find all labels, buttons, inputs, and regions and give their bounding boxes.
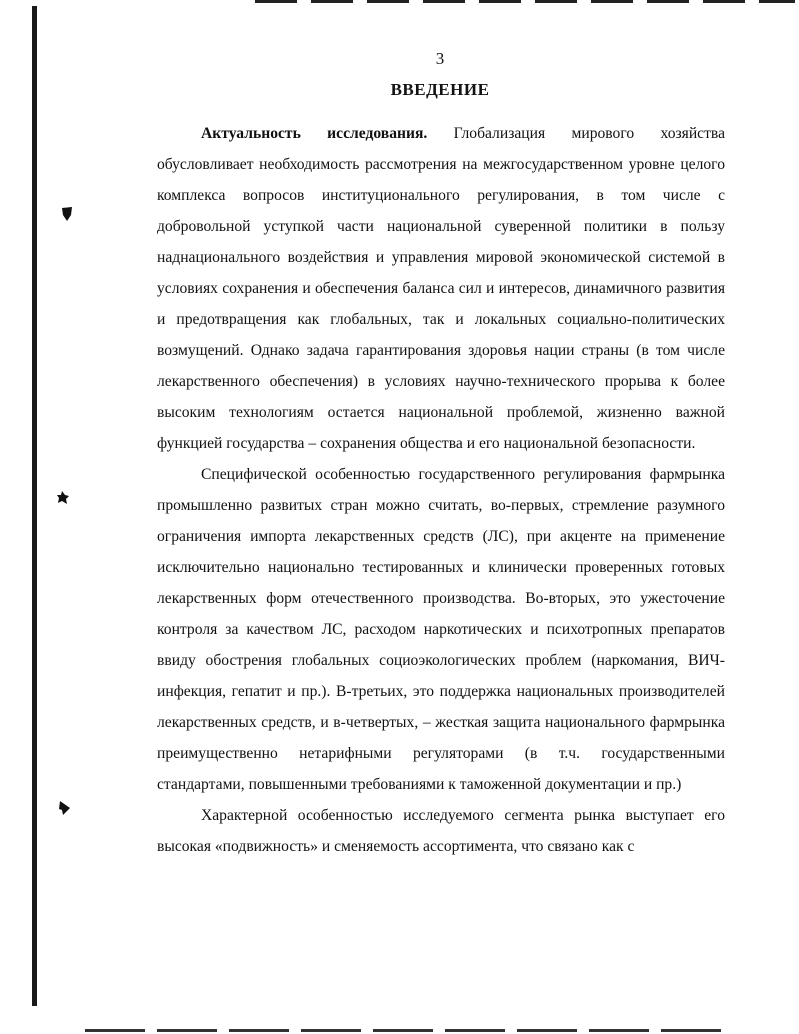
scan-edge-bottom <box>85 1029 725 1032</box>
scan-edge-top <box>255 0 795 3</box>
paragraph-lead: Актуальность исследования. <box>201 125 428 142</box>
paragraph-relevance <box>157 118 725 459</box>
punch-hole-mark-icon <box>58 800 72 816</box>
page-title: ВВЕДЕНИЕ <box>390 80 490 99</box>
paragraph-market: Характерной особенностью исследуемого сегмента рынка выступает его высокая «подвижность» и сменяемость ассортимента, что связано как с <box>157 807 725 855</box>
page-number: 3 <box>435 49 445 68</box>
paragraph-text: Глобализация мирового хозяйства обусловливает необходимость рассмотрения на межгосударственном уровне целого комплекса вопросов институционального регулирования, в том числе с добровольной уступкой части национальной суверенной политики в пользу наднационального воздействия и управления мировой экономической системой в условиях сохранения и обеспечения баланса сил и интересов, динамичного развития и предотвращения как глобальных, так и локальных социально-политических возмущений. Однако задача гарантирования здоровья нации страны (в том числе лекарственного обеспечения) в условиях научно-технического прорыва к более высоким технологиям остается национальной проблемой, жизненно важной функцией государства – сохранения общества и его национальной безопасности. <box>157 125 725 452</box>
punch-hole-mark-icon <box>60 206 74 222</box>
scan-edge-left <box>32 6 37 1006</box>
body-text <box>157 118 725 862</box>
paragraph-regulation: Специфической особенностью государственного регулирования фармрынка промышленно развитых стран можно считать, во-первых, стремление разумного ограничения импорта лекарственных средств (ЛС), при акценте на применение исключительно национально тестированных и клинически проверенных готовых лекарственных форм отечественного производства. Во-вторых, это ужесточение контроля за качеством ЛС, расходом наркотических и психотропных препаратов ввиду обострения глобальных социоэкологических проблем (наркомания, ВИЧ-инфекция, гепатит и пр.). В-третьих, это поддержка национальных производителей лекарственных средств, и в-четвертых, – жесткая защита национального фармрынка преимущественно нетарифными регуляторами (в т.ч. государственными стандартами, повышенными требованиями к таможенной документации и пр.) <box>157 466 725 793</box>
punch-hole-mark-icon <box>56 490 70 506</box>
